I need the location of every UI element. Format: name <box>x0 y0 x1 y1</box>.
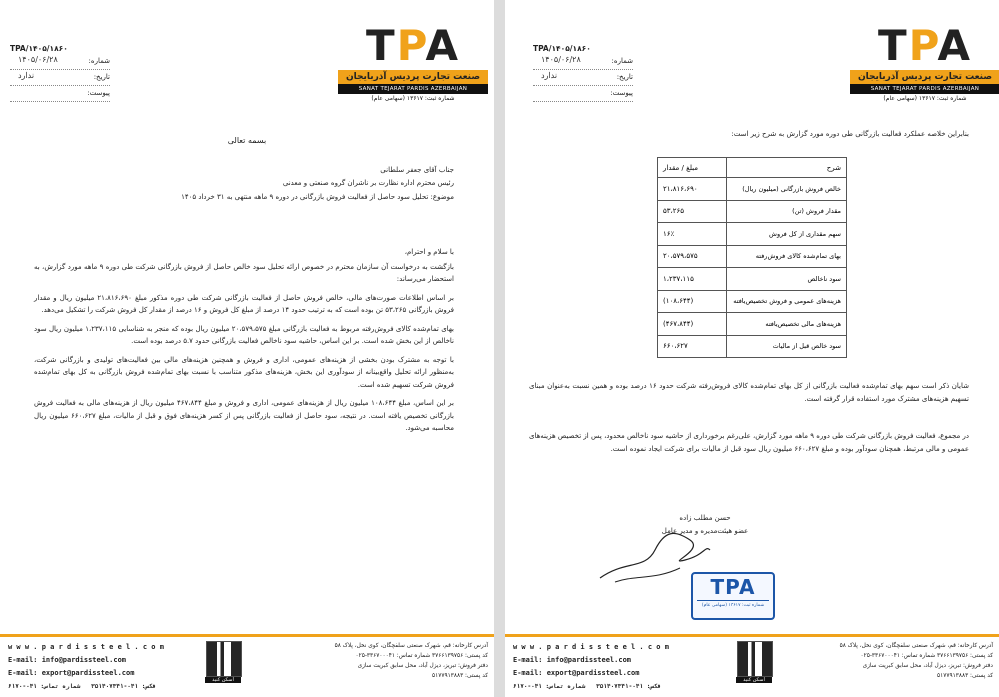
attachment-label: پیوست: <box>610 89 633 97</box>
email-export-link[interactable]: E-mail: export@pardissteel.com <box>513 669 640 677</box>
table-row <box>658 313 847 336</box>
signer-title: عضو هیئت‌مدیره و مدیر عامل <box>661 526 749 535</box>
recipient-block <box>34 164 454 204</box>
letter-meta <box>10 44 110 105</box>
table-row <box>658 200 847 223</box>
row-amount: ۵۳،۲۶۵ <box>658 200 727 223</box>
factory-address: آدرس کارخانه: قم، شهرک صنعتی سلفچگان، کوی نخل، پلاک ۵۸ <box>839 643 993 649</box>
table-row <box>658 268 847 291</box>
row-amount: (۱۰۸،۶۴۴) <box>658 290 727 313</box>
closing-paragraph-1: شایان ذکر است سهم بهای تمام‌شده فعالیت بازرگانی از کل بهای تمام‌شده کالای فروش‌رفته شرکت حدود ۱۶ درصد بوده و همین نسبت به‌عنوان مبنای تسهیم هزینه‌های مشترک مورد استفاده قرار گرفته است. <box>529 382 969 403</box>
phone-number: شماره تماس: ۰۴۱-۶۱۷۰ <box>8 683 81 690</box>
letter-page-1 <box>0 0 494 697</box>
qr-code-icon[interactable] <box>206 641 242 677</box>
date-label: تاریخ: <box>616 73 633 81</box>
col-header-amount: مبلغ / مقدار <box>658 158 727 178</box>
footer-contacts <box>513 641 669 693</box>
qr-code-icon[interactable] <box>737 641 773 677</box>
closing-paragraph-2: در مجموع، فعالیت فروش بازرگانی شرکت طی دوره ۹ ماهه مورد گزارش، علی‌رغم برخورداری از حاشیه سود ناخالص محدود، پس از تخصیص هزینه‌های عمومی و مالی مرتبط، همچنان سودآور بوده و مبلغ ۶۶۰،۶۲۷ میلیون ریال سود قبل از مالیات برای شرکت ایجاد نموده است. <box>529 432 970 453</box>
page-footer <box>0 634 494 697</box>
table-row <box>658 223 847 246</box>
number-label: شماره: <box>611 57 633 65</box>
stamp-logo: TPA <box>710 575 756 599</box>
reference-number: TPA/۱۴۰۵/۱۸۶۰ <box>10 44 68 53</box>
body-paragraph-4: با توجه به مشترک بودن بخشی از هزینه‌های عمومی، اداری و فروش و همچنین هزینه‌های مالی بین فعالیت‌های تولیدی و بازرگانی شرکت، به‌منظور ارائه تحلیل واقع‌بینانه از سودآوری این بخش، هزینه‌های مذکور متناسب با نسبت بهای تمام‌شده فروش بازرگانی به کل بهای تمام‌شده فروش شرکت تسهیم شده است. <box>34 355 454 389</box>
letter-subject: موضوع: تحلیل سود حاصل از فعالیت فروش بازرگانی در دوره ۹ ماهه منتهی به ۳۱ خرداد ۱۴۰۵ <box>181 193 454 201</box>
office-postal: کد پستی: ۵۱۷۷۹۱۳۸۸۳ <box>937 673 993 679</box>
col-header-desc: شرح <box>727 158 847 178</box>
row-desc: سود ناخالص <box>727 268 847 291</box>
letter-meta <box>533 44 633 105</box>
recipient-name: جناب آقای جعفر سلطانی <box>380 166 454 174</box>
row-amount: ۱،۲۳۷،۱۱۵ <box>658 268 727 291</box>
summary-table <box>657 157 847 358</box>
recipient-title: رئیس محترم اداره نظارت بر ناشران گروه صنعتی و معدنی <box>282 178 454 187</box>
table-row <box>658 245 847 268</box>
registration-number: شماره ثبت: ۱۳۶۱۷ (سهامی عام) <box>850 94 999 103</box>
row-desc: هزینه‌های عمومی و فروش تخصیص‌یافته <box>727 290 847 313</box>
phone-number: شماره تماس: ۰۴۱-۶۱۷۰ <box>513 683 586 690</box>
row-desc: خالص فروش بازرگانی (میلیون ریال) <box>727 178 847 201</box>
fax-phone <box>8 680 164 693</box>
fax-number: فکس: ۰۴۱-۳۵۱۴۰۷۳۴۱ <box>596 683 662 690</box>
meta-number-row <box>533 57 633 70</box>
row-desc: بهای تمام‌شده کالای فروش‌رفته <box>727 245 847 268</box>
email-export-link[interactable]: E-mail: export@pardissteel.com <box>8 669 135 677</box>
reference-number: TPA/۱۴۰۵/۱۸۶۰ <box>533 44 591 53</box>
fax-number: فکس: ۰۴۱-۳۵۱۴۰۷۳۴۱ <box>91 683 157 690</box>
table-header-row <box>658 158 847 178</box>
office-address: دفتر فروش: تبریز، دیزل آباد، محل سابق کبریت سازی <box>862 663 993 669</box>
email-info-link[interactable]: E-mail: info@pardissteel.com <box>513 656 632 664</box>
date-value: ندارد <box>18 71 35 80</box>
letter-body <box>34 246 454 435</box>
body-paragraph-1: بازگشت به درخواست آن سازمان محترم در خصوص ارائه تحلیل سود خالص حاصل از فروش بازرگانی شرکت طی دوره ۹ ماهه مورد گزارش، به استحضار می‌رساند: <box>34 262 454 283</box>
meta-date-row <box>533 73 633 86</box>
row-amount: ۲۱،۸۱۶،۶۹۰ <box>658 178 727 201</box>
logo-mark: TPA <box>365 21 461 70</box>
stamp-text: شماره ثبت: ۱۳۶۱۷ (سهامی عام) <box>697 600 769 608</box>
footer-address <box>278 641 488 681</box>
signer-name: حسن مطلب زاده <box>679 514 731 522</box>
page-footer <box>505 634 999 697</box>
office-postal: کد پستی: ۵۱۷۷۹۱۳۸۸۳ <box>432 673 488 679</box>
row-desc: سود خالص قبل از مالیات <box>727 335 847 358</box>
office-address: دفتر فروش: تبریز، دیزل آباد، محل سابق کبریت سازی <box>357 663 488 669</box>
row-amount: ۲۰،۵۷۹،۵۷۵ <box>658 245 727 268</box>
letter-page-2 <box>505 0 999 697</box>
qr-caption: اسکن کنید <box>205 677 241 683</box>
footer-address <box>783 641 993 681</box>
qr-caption: اسکن کنید <box>736 677 772 683</box>
row-amount: (۴۶۷،۸۴۴) <box>658 313 727 336</box>
number-label: شماره: <box>88 57 110 65</box>
meta-attach-row <box>533 89 633 102</box>
date-value: ندارد <box>541 71 558 80</box>
row-desc: مقدار فروش (تن) <box>727 200 847 223</box>
company-logo <box>850 21 999 103</box>
basmala: بسمه تعالی <box>227 136 267 145</box>
row-amount: ۱۶٪ <box>658 223 727 246</box>
date-label: تاریخ: <box>93 73 110 81</box>
email-info-link[interactable]: E-mail: info@pardissteel.com <box>8 656 127 664</box>
registration-number: شماره ثبت: ۱۳۶۱۷ (سهامی عام) <box>338 94 488 103</box>
website-link[interactable]: w w w . p a r d i s s t e e l . c o m <box>513 643 669 651</box>
footer-contacts <box>8 641 164 693</box>
factory-postal: کد پستی: ۳۷۶۶۱۳۹۷۵۶ شماره تماس: ۳۳۶۷۰۰۰۴۱-۰۲۵ <box>355 653 488 659</box>
fax-phone <box>513 680 669 693</box>
number-value: ۱۴۰۵/۰۶/۲۸ <box>18 55 58 64</box>
body-paragraph-2: بر اساس اطلاعات صورت‌های مالی، خالص فروش حاصل از فعالیت بازرگانی شرکت طی دوره مذکور مبلغ ۲۱،۸۱۶،۶۹۰ میلیون ریال و مقدار فروش بازرگانی ۵۳،۲۶۵ تن بوده است که به ترتیب حدود ۱۴ درصد از مبلغ کل فروش و ۱۶ درصد از مقدار کل فروش شرکت را تشکیل می‌دهد. <box>34 293 455 314</box>
row-desc: سهم مقداری از کل فروش <box>727 223 847 246</box>
row-desc: هزینه‌های مالی تخصیص‌یافته <box>727 313 847 336</box>
company-name-fa: صنعت تجارت پردیس آذربایجان <box>850 70 999 84</box>
factory-postal: کد پستی: ۳۷۶۶۱۳۹۷۵۶ شماره تماس: ۳۳۶۷۰۰۰۴۱-۰۲۵ <box>860 653 993 659</box>
body-paragraph-3: بهای تمام‌شده کالای فروش‌رفته مربوط به فعالیت بازرگانی مبلغ ۲۰،۵۷۹،۵۷۵ میلیون ریال بوده که منجر به شناسایی ۱،۲۳۷،۱۱۵ میلیون ریال سود ناخالص از این بخش شده است. بر این اساس، حاشیه سود ناخالص فعالیت بازرگانی حدود ۵.۷ درصد بوده است. <box>34 324 454 345</box>
factory-address: آدرس کارخانه: قم، شهرک صنعتی سلفچگان، کوی نخل، پلاک ۵۸ <box>334 643 488 649</box>
logo-mark: TPA <box>877 21 973 70</box>
company-name-en: SANAT TEJARAT PARDIS AZERBAIJAN <box>850 84 999 94</box>
company-name-en: SANAT TEJARAT PARDIS AZERBAIJAN <box>338 84 488 94</box>
row-amount: ۶۶۰،۶۲۷ <box>658 335 727 358</box>
body-paragraph-5: بر این اساس، مبلغ ۱۰۸،۶۴۴ میلیون ریال از هزینه‌های عمومی، اداری و فروش و مبلغ ۴۶۷،۸۴۴ میلیون ریال از هزینه‌های مالی به فعالیت فروش بازرگانی تخصیص یافته است. در نتیجه، سود حاصل از فعالیت بازرگانی پس از کسر هزینه‌های فوق و قبل از مالیات، مبلغ ۶۶۰،۶۲۷ میلیون ریال محاسبه می‌شود. <box>34 399 455 432</box>
table-row <box>658 290 847 313</box>
company-stamp <box>691 572 775 620</box>
summary-intro: بنابراین خلاصه عملکرد فعالیت بازرگانی طی دوره مورد گزارش به شرح زیر است: <box>731 130 969 138</box>
meta-attach-row <box>10 89 110 102</box>
meta-number-row <box>10 57 110 70</box>
table-row <box>658 178 847 201</box>
website-link[interactable]: w w w . p a r d i s s t e e l . c o m <box>8 643 164 651</box>
attachment-label: پیوست: <box>87 89 110 97</box>
table-row <box>658 335 847 358</box>
company-name-fa: صنعت تجارت پردیس آذربایجان <box>338 70 488 84</box>
number-value: ۱۴۰۵/۰۶/۲۸ <box>541 55 581 64</box>
greeting: با سلام و احترام، <box>404 248 454 256</box>
company-logo <box>338 21 488 103</box>
meta-date-row <box>10 73 110 86</box>
